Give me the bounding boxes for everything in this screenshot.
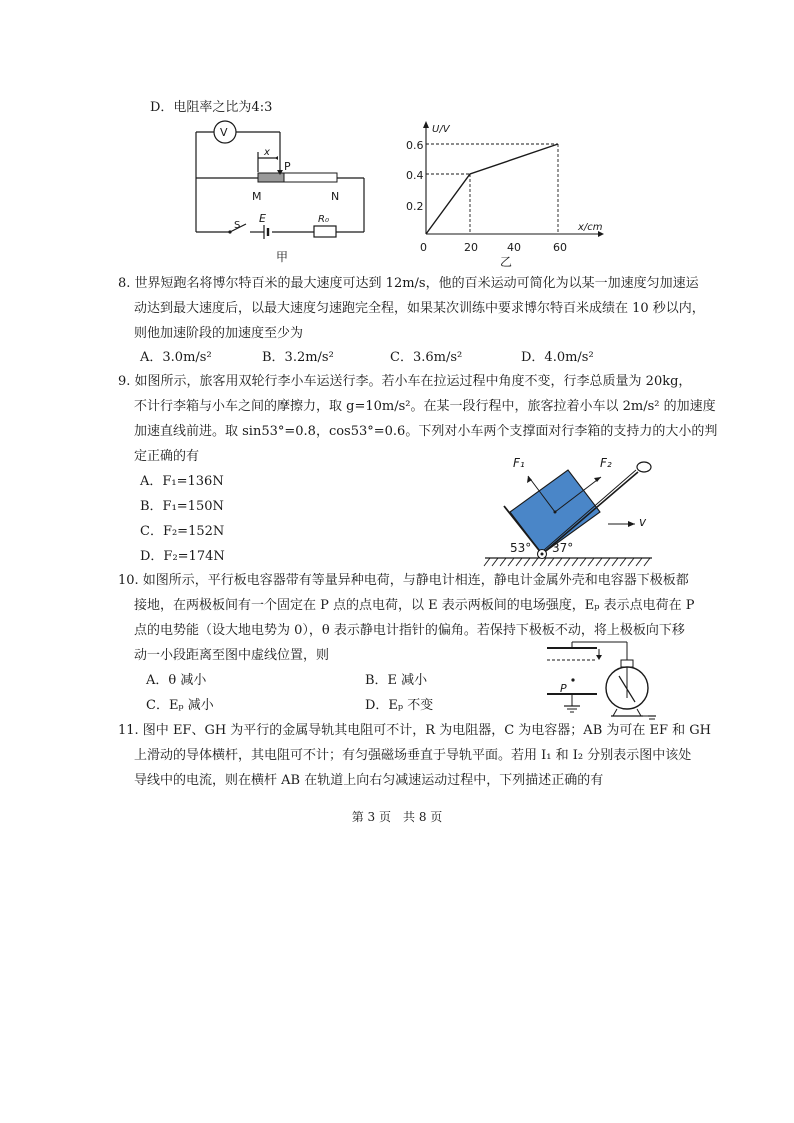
q8-line-3: 则他加速阶段的加速度至少为 (134, 326, 304, 341)
q8-option-b: B．3.2m/s² (262, 350, 334, 365)
r0-label: R₀ (318, 214, 329, 225)
q7-option-d: D．电阻率之比为4:3 (150, 100, 273, 115)
e-label: E (259, 212, 266, 225)
y-axis-label: U/V (432, 124, 450, 135)
q8-option-c: C．3.6m/s² (390, 350, 463, 365)
q10-line-1: 10. 如图所示，平行板电容器带有等量异种电荷，与静电计相连，静电计金属外壳和电容器下极板都 (118, 573, 689, 588)
q9-line-1: 9. 如图所示，旅客用双轮行李小车运送行李。若小车在拉运过程中角度不变，行李总质量为 20kg， (118, 374, 692, 389)
x-tick-60: 60 (553, 241, 567, 254)
x-axis-label: x/cm (578, 222, 603, 233)
velocity-label: v (639, 515, 647, 529)
m-label: M (252, 190, 262, 203)
angle-37-label: 37° (552, 541, 574, 555)
q10-option-b: B．E 减小 (365, 673, 428, 688)
q8-option-a: A．3.0m/s² (140, 350, 212, 365)
y-tick-0.6: 0.6 (406, 139, 424, 152)
q10-line-3: 点的电势能（设大地电势为 0），θ 表示静电计指针的偏角。若保持下极板不动，将上极板向下移 (134, 623, 685, 638)
voltmeter-label: V (220, 126, 228, 139)
q10-option-c: C．Eₚ 减小 (146, 698, 214, 713)
luggage-cart-figure (480, 450, 665, 572)
q9-line-2: 不计行李箱与小车之间的摩擦力，取 g=10m/s²。在某一段行程中，旅客拉着小车以 2m/s² 的加速度 (134, 399, 716, 414)
caption-yi: 乙 (500, 255, 513, 268)
y-tick-0.4: 0.4 (406, 169, 424, 182)
p-point-label: P (560, 682, 567, 695)
y-tick-0.2: 0.2 (406, 200, 424, 213)
n-label: N (331, 190, 340, 203)
x-tick-20: 20 (464, 241, 478, 254)
q9-option-c: C．F₂=152N (140, 524, 225, 539)
angle-53-label: 53° (510, 541, 532, 555)
x-tick-0: 0 (420, 241, 427, 254)
q9-line-3: 加速直线前进。取 sin53°=0.8，cos53°=0.6。下列对小车两个支撑面对行李箱的支持力的大小的判 (134, 424, 718, 439)
u-x-graph (400, 118, 605, 268)
q9-option-d: D．F₂=174N (140, 549, 225, 564)
q9-option-b: B．F₁=150N (140, 499, 224, 514)
q9-option-a: A．F₁=136N (140, 474, 224, 489)
q11-line-3: 导线中的电流，则在横杆 AB 在轨道上向右匀减速运动过程中，下列描述正确的有 (134, 773, 604, 788)
p-label: P (284, 160, 291, 173)
q11-line-1: 11. 图中 EF、GH 为平行的金属导轨其电阻可不计，R 为电阻器，C 为电容器；AB 为可在 EF 和 GH (118, 723, 712, 738)
q10-option-d: D．Eₚ 不变 (365, 698, 434, 713)
q8-option-d: D．4.0m/s² (521, 350, 594, 365)
q9-line-4: 定正确的有 (134, 449, 200, 464)
capacitor-electrometer-figure (535, 636, 665, 722)
q10-option-a: A．θ 减小 (146, 673, 207, 688)
q10-line-4: 动一小段距离至图中虚线位置，则 (134, 648, 330, 663)
s-label: S (234, 220, 241, 231)
q10-line-2: 接地，在两极板间有一个固定在 P 点的点电荷，以 E 表示两板间的电场强度，Eₚ 表示点电荷在 P (134, 598, 695, 613)
q8-line-2: 动达到最大速度后，以最大速度匀速跑完全程，如果某次训练中要求博尔特百米成绩在 10 秒以内， (134, 301, 705, 316)
x-label: x (264, 147, 270, 158)
q11-line-2: 上滑动的导体横杆，其电阻可不计；有匀强磁场垂直于导轨平面。若用 I₁ 和 I₂ 分别表示图中该处 (134, 748, 692, 763)
q8-line-1: 8. 世界短跑名将博尔特百米的最大速度可达到 12m/s，他的百米运动可简化为以某一加速度匀加速运 (118, 276, 699, 291)
x-tick-40: 40 (507, 241, 521, 254)
force-f1-label: F₁ (513, 456, 525, 470)
caption-jia: 甲 (276, 250, 289, 264)
circuit-figure (190, 118, 380, 266)
page-footer: 第 3 页 共 8 页 (351, 810, 443, 824)
series-line (426, 144, 558, 234)
force-f2-label: F₂ (600, 456, 612, 470)
